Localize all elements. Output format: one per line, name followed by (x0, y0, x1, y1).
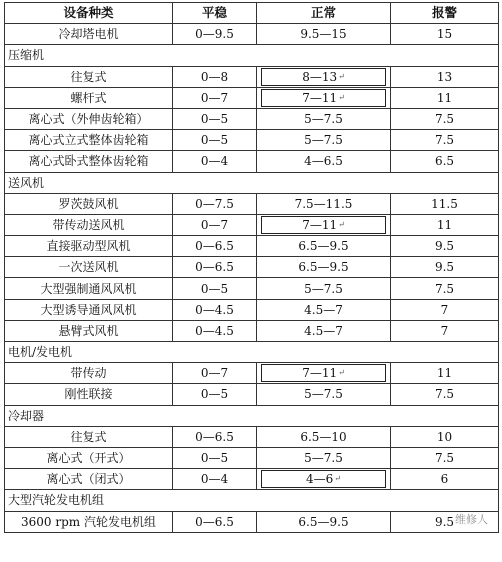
table-row (5, 257, 499, 278)
category-label: 冷却器 (5, 405, 499, 426)
vibration-standard-table (4, 2, 499, 533)
table-row (5, 214, 499, 235)
steady-range-cell: 0—5 (173, 447, 257, 468)
steady-range-cell: 0—5 (173, 278, 257, 299)
normal-range-text: 8—13 (302, 69, 338, 84)
steady-range-cell: 0—5 (173, 130, 257, 151)
normal-range-text: 7—11 (302, 217, 338, 232)
normal-range-cell (257, 87, 391, 108)
alarm-value-cell: 11.5 (391, 193, 499, 214)
steady-range-cell: 0—5 (173, 384, 257, 405)
table-row (5, 299, 499, 320)
alarm-value-cell: 9.5 (391, 257, 499, 278)
table-row (5, 130, 499, 151)
alarm-value-cell: 6 (391, 469, 499, 490)
equipment-name-cell: 直接驱动型风机 (5, 236, 173, 257)
equipment-name-cell: 离心式（外伸齿轮箱） (5, 108, 173, 129)
alarm-value-cell: 7.5 (391, 384, 499, 405)
alarm-value-cell: 10 (391, 426, 499, 447)
steady-range-cell: 0—4 (173, 151, 257, 172)
normal-range-text: 4—6 (306, 472, 334, 487)
header-alarm: 报警 (391, 3, 499, 24)
table-row (5, 320, 499, 341)
table-row (5, 511, 499, 532)
normal-range-cell: 5—7.5 (257, 278, 391, 299)
alarm-value-cell: 11 (391, 87, 499, 108)
normal-range-cell (257, 363, 391, 384)
steady-range-cell: 0—7.5 (173, 193, 257, 214)
equipment-name-cell: 冷却塔电机 (5, 24, 173, 45)
alarm-value-cell: 13 (391, 66, 499, 87)
equipment-name-cell: 带传动送风机 (5, 214, 173, 235)
equipment-name-cell: 离心式立式整体齿轮箱 (5, 130, 173, 151)
steady-range-cell: 0—4.5 (173, 320, 257, 341)
table-row (5, 236, 499, 257)
category-row (5, 490, 499, 511)
steady-range-cell: 0—6.5 (173, 236, 257, 257)
category-label: 压缩机 (5, 45, 499, 66)
watermark: 维修人 (455, 512, 488, 526)
equipment-name-cell: 刚性联接 (5, 384, 173, 405)
return-mark-icon: ↵ (338, 219, 345, 229)
return-mark-icon: ↵ (338, 92, 345, 102)
category-label: 电机/发电机 (5, 342, 499, 363)
steady-range-cell: 0—4.5 (173, 299, 257, 320)
alarm-value-cell: 7.5 (391, 447, 499, 468)
table-row (5, 24, 499, 45)
steady-range-cell: 0—8 (173, 66, 257, 87)
normal-range-cell: 4—6.5 (257, 151, 391, 172)
alarm-value-cell: 6.5 (391, 151, 499, 172)
normal-range-cell: 7.5—11.5 (257, 193, 391, 214)
normal-range-cell: 5—7.5 (257, 384, 391, 405)
normal-range-cell: 6.5—9.5 (257, 257, 391, 278)
header-steady: 平稳 (173, 3, 257, 24)
alarm-value-cell: 7 (391, 299, 499, 320)
steady-range-cell: 0—5 (173, 108, 257, 129)
equipment-name-cell: 罗茨鼓风机 (5, 193, 173, 214)
normal-range-cell: 5—7.5 (257, 130, 391, 151)
steady-range-cell: 0—9.5 (173, 24, 257, 45)
equipment-name-cell: 往复式 (5, 426, 173, 447)
equipment-name-cell: 离心式卧式整体齿轮箱 (5, 151, 173, 172)
steady-range-cell: 0—4 (173, 469, 257, 490)
steady-range-cell: 0—6.5 (173, 511, 257, 532)
alarm-value-cell: 7.5 (391, 130, 499, 151)
return-mark-icon: ↵ (338, 71, 345, 81)
alarm-value-cell: 11 (391, 363, 499, 384)
alarm-value-cell: 9.5 (391, 236, 499, 257)
equipment-name-cell: 螺杆式 (5, 87, 173, 108)
category-row (5, 172, 499, 193)
normal-range-cell: 5—7.5 (257, 108, 391, 129)
steady-range-cell: 0—7 (173, 214, 257, 235)
category-row (5, 342, 499, 363)
equipment-name-cell: 带传动 (5, 363, 173, 384)
normal-range-cell: 6.5—9.5 (257, 236, 391, 257)
normal-range-cell (257, 469, 391, 490)
equipment-name-cell: 悬臂式风机 (5, 320, 173, 341)
table-row (5, 469, 499, 490)
category-label: 大型汽轮发电机组 (5, 490, 499, 511)
return-mark-icon: ↵ (334, 474, 341, 484)
table-row (5, 108, 499, 129)
header-equipment-type: 设备种类 (5, 3, 173, 24)
alarm-value-cell: 7.5 (391, 278, 499, 299)
return-mark-icon: ↵ (338, 368, 345, 378)
table-row (5, 66, 499, 87)
normal-range-cell: 4.5—7 (257, 299, 391, 320)
normal-range-cell (257, 66, 391, 87)
alarm-value-cell: 7 (391, 320, 499, 341)
header-row (5, 3, 499, 24)
equipment-name-cell: 一次送风机 (5, 257, 173, 278)
category-label: 送风机 (5, 172, 499, 193)
normal-range-cell (257, 214, 391, 235)
equipment-name-cell: 大型诱导通风风机 (5, 299, 173, 320)
table-row (5, 87, 499, 108)
alarm-value-cell: 9.5 (391, 511, 499, 532)
alarm-value-cell: 7.5 (391, 108, 499, 129)
equipment-name-cell: 离心式（闭式） (5, 469, 173, 490)
normal-range-cell: 6.5—10 (257, 426, 391, 447)
equipment-name-cell: 离心式（开式） (5, 447, 173, 468)
equipment-name-cell: 3600 rpm 汽轮发电机组 (5, 511, 173, 532)
vibration-standard-sheet (4, 2, 498, 533)
equipment-name-cell: 往复式 (5, 66, 173, 87)
normal-range-cell: 6.5—9.5 (257, 511, 391, 532)
normal-range-text: 7—11 (302, 366, 338, 381)
steady-range-cell: 0—7 (173, 363, 257, 384)
category-row (5, 45, 499, 66)
equipment-name-cell: 大型强制通风风机 (5, 278, 173, 299)
table-row (5, 447, 499, 468)
normal-range-text: 7—11 (302, 90, 338, 105)
table-row (5, 384, 499, 405)
table-row (5, 151, 499, 172)
category-row (5, 405, 499, 426)
alarm-value-cell: 11 (391, 214, 499, 235)
steady-range-cell: 0—7 (173, 87, 257, 108)
steady-range-cell: 0—6.5 (173, 257, 257, 278)
normal-range-cell: 4.5—7 (257, 320, 391, 341)
alarm-value-cell: 15 (391, 24, 499, 45)
header-normal: 正常 (257, 3, 391, 24)
table-row (5, 363, 499, 384)
normal-range-cell: 9.5—15 (257, 24, 391, 45)
table-row (5, 426, 499, 447)
table-row (5, 278, 499, 299)
steady-range-cell: 0—6.5 (173, 426, 257, 447)
table-row (5, 193, 499, 214)
normal-range-cell: 5—7.5 (257, 447, 391, 468)
